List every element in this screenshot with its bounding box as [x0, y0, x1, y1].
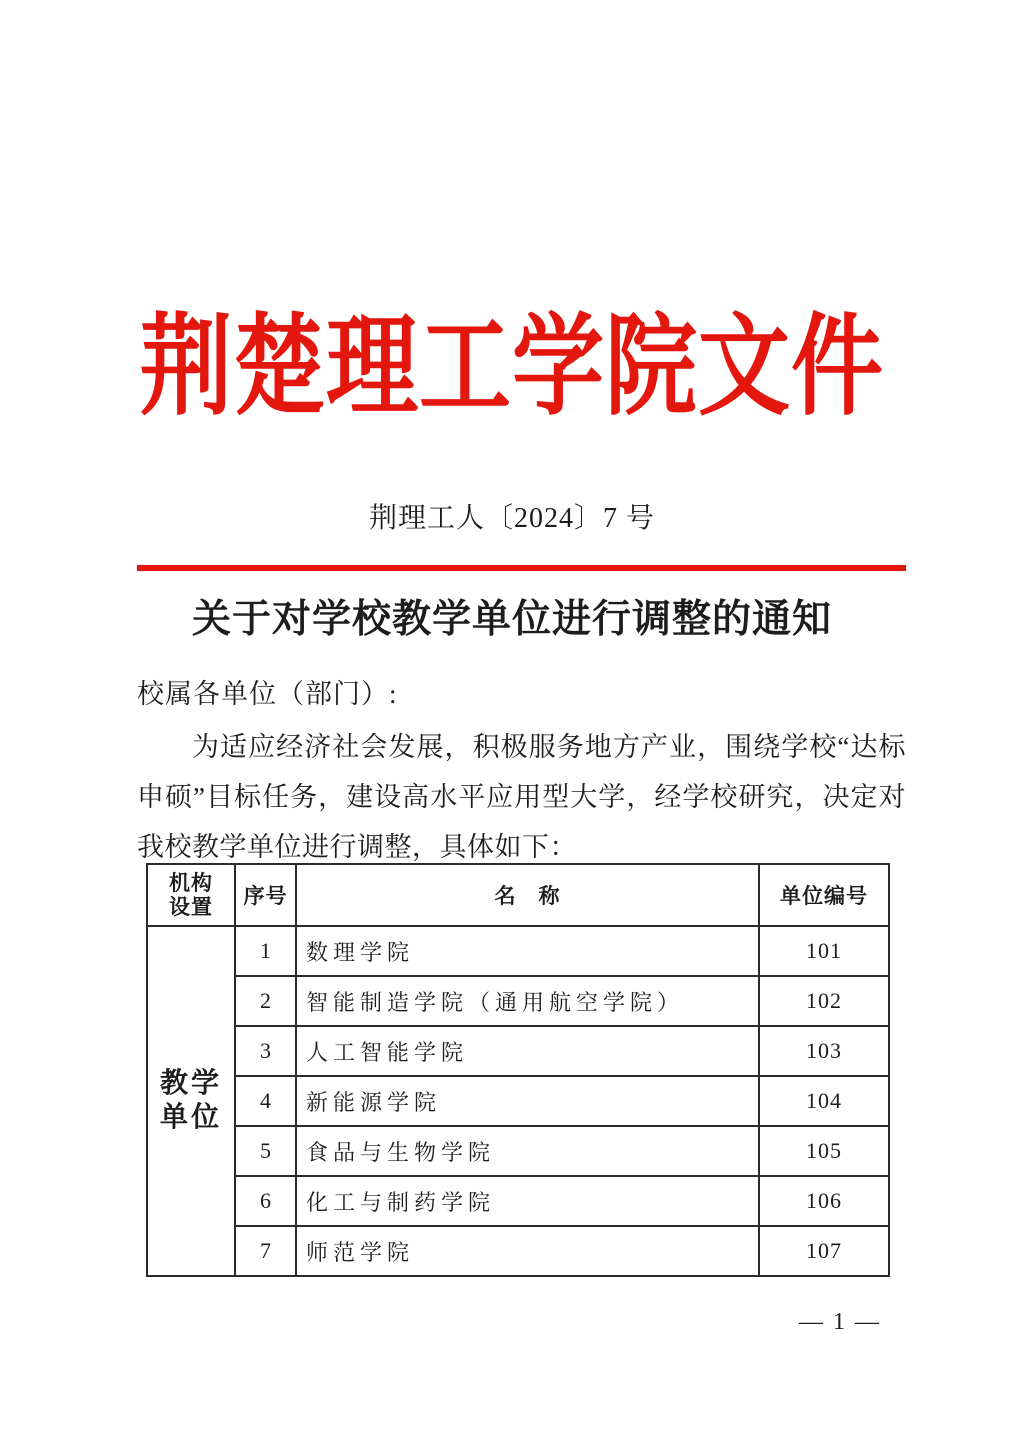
corner-header-line: 设置	[169, 895, 213, 919]
unit-name: 食品与生物学院	[296, 1126, 759, 1176]
row-index: 7	[235, 1226, 296, 1276]
group-label-line: 单位	[159, 1102, 222, 1133]
corner-header-line: 机构	[169, 871, 213, 895]
notice-title: 关于对学校教学单位进行调整的通知	[191, 598, 832, 641]
unit-code: 107	[759, 1226, 889, 1276]
body-line: 我校教学单位进行调整，具体如下：	[137, 832, 577, 862]
row-index: 4	[235, 1076, 296, 1126]
table-row	[147, 976, 889, 1026]
unit-name: 师范学院	[296, 1226, 759, 1276]
row-index: 5	[235, 1126, 296, 1176]
row-index: 1	[235, 926, 296, 976]
table-row	[147, 926, 889, 976]
unit-code: 104	[759, 1076, 889, 1126]
org-units-table	[146, 863, 890, 1277]
table-row	[147, 1026, 889, 1076]
table-row	[147, 1226, 889, 1276]
red-separator-line	[137, 565, 906, 571]
col-header-name: 名 称	[296, 864, 759, 926]
table-row	[147, 1076, 889, 1126]
row-index: 3	[235, 1026, 296, 1076]
col-header-index: 序号	[235, 864, 296, 926]
unit-code: 103	[759, 1026, 889, 1076]
unit-code: 102	[759, 976, 889, 1026]
row-index: 6	[235, 1176, 296, 1226]
col-header-code: 单位编号	[759, 864, 889, 926]
salutation: 校属各单位（部门）:	[137, 679, 398, 709]
unit-code: 101	[759, 926, 889, 976]
unit-name: 新能源学院	[296, 1076, 759, 1126]
unit-code: 105	[759, 1126, 889, 1176]
unit-name: 智能制造学院（通用航空学院）	[296, 976, 759, 1026]
corner-header	[147, 864, 235, 926]
body-line: 为适应经济社会发展，积极服务地方产业，围绕学校“达标	[192, 732, 906, 762]
body-line: 申硕”目标任务，建设高水平应用型大学，经学校研究，决定对	[137, 782, 906, 812]
unit-code: 106	[759, 1176, 889, 1226]
table-row	[147, 1126, 889, 1176]
unit-name: 化工与制药学院	[296, 1176, 759, 1226]
row-index: 2	[235, 976, 296, 1026]
table-row	[147, 1176, 889, 1226]
body-paragraph	[137, 722, 906, 872]
letterhead-title: 荆楚理工学院文件	[139, 306, 884, 429]
document-number: 荆理工人〔2024〕7 号	[368, 503, 655, 534]
table-header-row	[147, 864, 889, 926]
unit-name: 人工智能学院	[296, 1026, 759, 1076]
unit-name: 数理学院	[296, 926, 759, 976]
group-label	[147, 926, 235, 1276]
group-label-line: 教学	[159, 1068, 222, 1099]
page-number: — 1 —	[799, 1309, 881, 1335]
